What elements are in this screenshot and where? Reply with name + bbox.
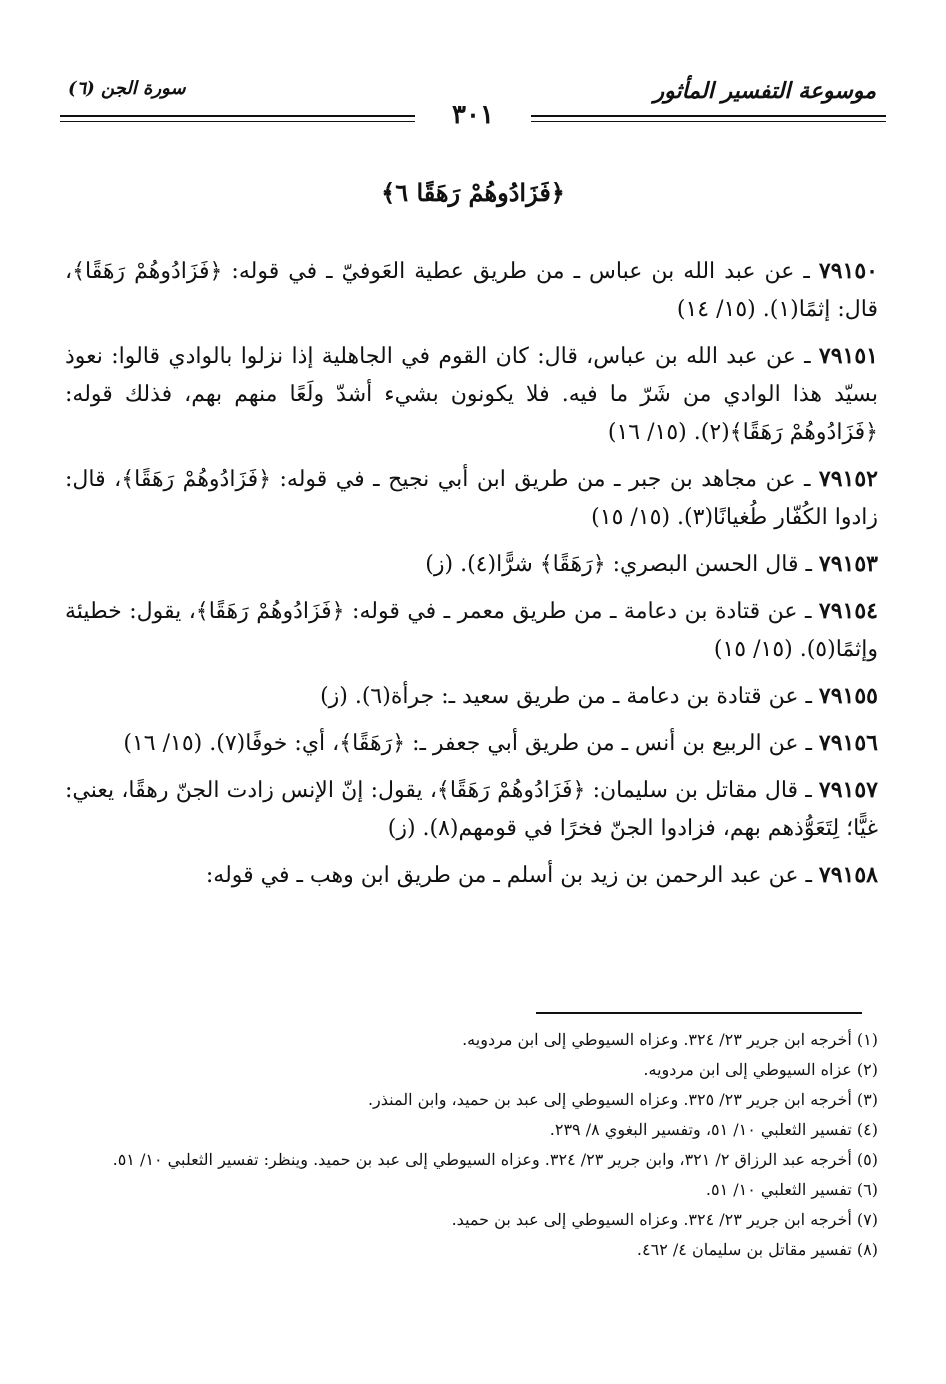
- entry: [65, 460, 878, 537]
- footnote: (٧) أخرجه ابن جرير ٢٣/ ٣٢٤. وعزاه السيوطي إلى عبد بن حميد.: [451, 1210, 878, 1229]
- verse-heading: ﴿فَزَادُوهُمْ رَهَقًا ٦﴾: [381, 178, 565, 207]
- entry: [65, 771, 878, 848]
- entry-text: ـ عن عبد الله بن عباس، قال: كان القوم في الجاهلية إذا نزلوا بالوادي قالوا: نعوذ بسيّد هذا الوادي من شَرّ ما فيه. فلا يكونون بشيء أشدّ ولَعًا منهم بهم، فذلك قوله: ﴿فَزَادُوهُمْ رَهَقًا﴾(٢). (١٥/ ١٦): [65, 344, 879, 445]
- entry-text: ـ عن قتادة بن دعامة ـ من طريق معمر ـ في قوله: ﴿فَزَادُوهُمْ رَهَقًا﴾، يقول: خطيئة وإثمًا(٥). (١٥/ ١٥): [65, 599, 878, 662]
- entry-text: ـ قال الحسن البصري: ﴿رَهَقًا﴾ شرًّا(٤). (ز): [425, 552, 819, 577]
- footnote: (٣) أخرجه ابن جرير ٢٣/ ٣٢٥. وعزاه السيوطي إلى عبد بن حميد، وابن المنذر.: [367, 1090, 878, 1109]
- entry-text: ـ عن الربيع بن أنس ـ من طريق أبي جعفر ـ: ﴿رَهَقًا﴾، أي: خوفًا(٧). (١٥/ ١٦): [123, 731, 819, 756]
- footnote: (٤) تفسير الثعلبي ١٠/ ٥١، وتفسير البغوي ٨/ ٢٣٩.: [549, 1120, 878, 1139]
- entry-text: ـ عن قتادة بن دعامة ـ من طريق سعيد ـ: جرأة(٦). (ز): [320, 684, 819, 709]
- entry: [65, 592, 878, 669]
- header-rule: [60, 100, 886, 130]
- entry-number: ٧٩١٥٨: [818, 862, 878, 888]
- entry-number: ٧٩١٥٥: [818, 683, 878, 709]
- entry: [65, 677, 878, 716]
- book-title: موسوعة التفسير المأثور: [653, 78, 876, 104]
- footnote: (١) أخرجه ابن جرير ٢٣/ ٣٢٤. وعزاه السيوطي إلى ابن مردويه.: [462, 1030, 878, 1049]
- entry-number: ٧٩١٥٣: [818, 551, 878, 577]
- page-number: ٣٠١: [434, 100, 512, 130]
- surah-title: سورة الجن (٦): [68, 78, 186, 99]
- rule-line-left: [60, 115, 415, 122]
- entry-text: ـ عن عبد الله بن عباس ـ من طريق عطية العَوفيّ ـ في قوله: ﴿فَزَادُوهُمْ رَهَقًا﴾، قال: إثمًا(١). (١٥/ ١٤): [65, 259, 878, 322]
- entries-list: [65, 252, 878, 903]
- entry-text: ـ عن عبد الرحمن بن زيد بن أسلم ـ من طريق ابن وهب ـ في قوله:: [205, 863, 819, 888]
- footnote: (٢) عزاه السيوطي إلى ابن مردويه.: [643, 1060, 878, 1079]
- entry: [65, 545, 878, 584]
- rule-line-right: [531, 115, 886, 122]
- entry: [65, 252, 878, 329]
- footnote: (٥) أخرجه عبد الرزاق ٢/ ٣٢١، وابن جرير ٢٣/ ٣٢٤. وعزاه السيوطي إلى عبد بن حميد. وينظر: تفسير الثعلبي ١٠/ ٥١.: [112, 1150, 878, 1169]
- entry: [65, 856, 878, 895]
- footnotes: [65, 1025, 878, 1265]
- entry-number: ٧٩١٥١: [818, 343, 878, 369]
- entry-text: ـ عن مجاهد بن جبر ـ من طريق ابن أبي نجيح ـ في قوله: ﴿فَزَادُوهُمْ رَهَقًا﴾، قال: زادوا الكُفّار طُغيانًا(٣). (١٥/ ١٥): [65, 467, 878, 530]
- footnote: (٨) تفسير مقاتل بن سليمان ٤/ ٤٦٢.: [636, 1240, 878, 1259]
- entry-number: ٧٩١٥٧: [818, 777, 878, 803]
- entry: [65, 724, 878, 763]
- entry-number: ٧٩١٥٠: [818, 258, 878, 284]
- footnote-separator: [536, 1012, 862, 1014]
- entry-number: ٧٩١٥٢: [818, 466, 878, 492]
- entry-number: ٧٩١٥٦: [818, 730, 878, 756]
- entry-number: ٧٩١٥٤: [818, 598, 878, 624]
- footnote: (٦) تفسير الثعلبي ١٠/ ٥١.: [705, 1180, 878, 1199]
- entry-text: ـ قال مقاتل بن سليمان: ﴿فَزَادُوهُمْ رَهَقًا﴾، يقول: إنّ الإنس زادت الجنّ رهقًا، يعني: غيًّا؛ لِتَعَوُّذهم بهم، فزادوا الجنّ فخرًا في قومهم(٨). (ز): [65, 778, 878, 841]
- entry: [65, 337, 878, 452]
